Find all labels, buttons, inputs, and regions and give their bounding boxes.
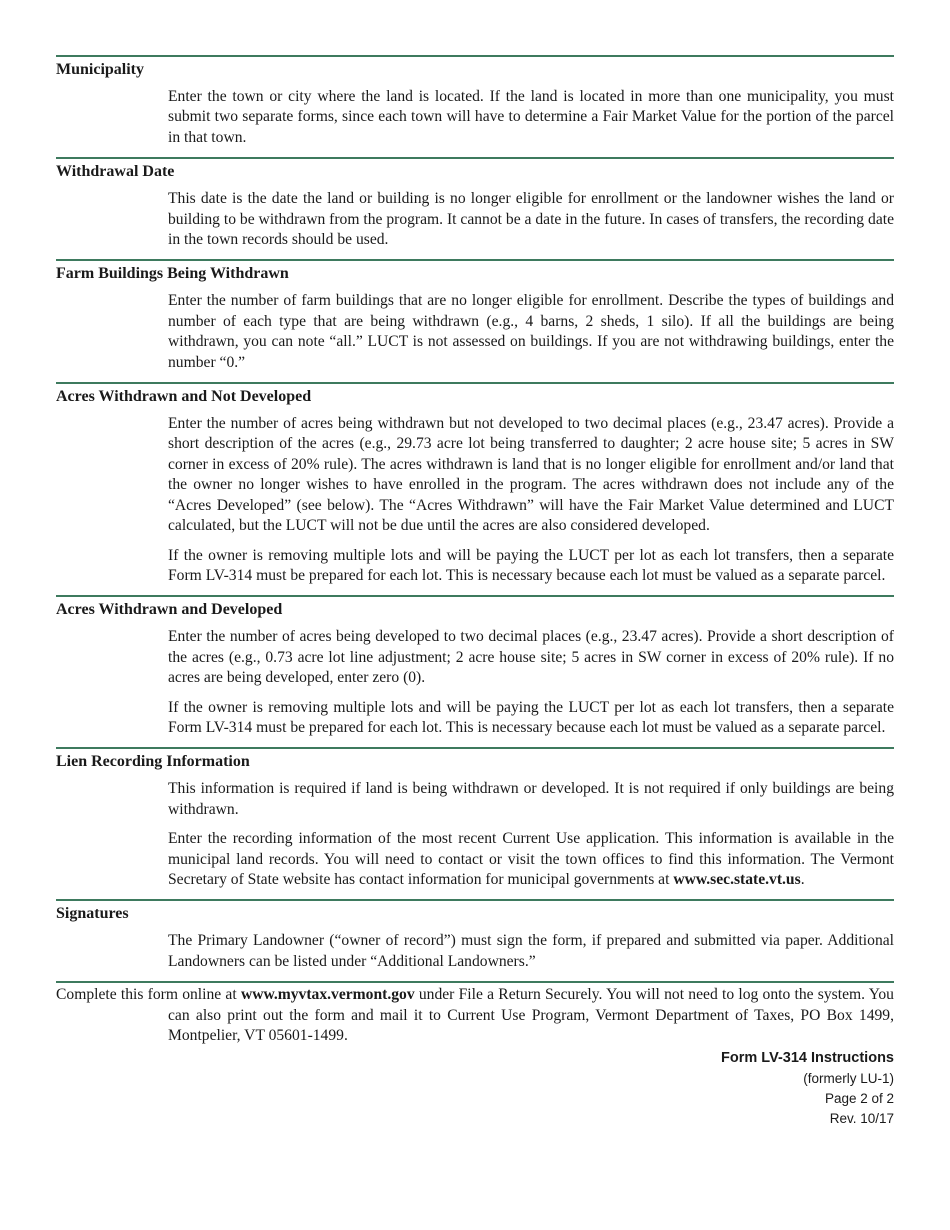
sec-state-link[interactable]: www.sec.state.vt.us	[673, 870, 801, 888]
page-number: Page 2 of 2	[824, 1091, 894, 1107]
section-acres-not-developed	[56, 382, 894, 586]
section-heading: Municipality	[56, 61, 145, 78]
form-info-block	[56, 1048, 894, 1129]
instructions-page	[56, 55, 894, 1129]
section-paragraph: Enter the town or city where the land is located. If the land is located in more than one municipality, you must submit two separate forms, since each town will have to determine a Fair Market Value for the portion of the parcel in that town.	[168, 88, 894, 146]
section-lien-recording	[56, 747, 894, 890]
section-heading: Acres Withdrawn and Developed	[56, 601, 283, 619]
myvtax-link[interactable]: www.myvtax.vermont.gov	[240, 986, 415, 1004]
section-paragraph: Enter the number of farm buildings that are no longer eligible for enrollment. Describe the types of buildings and number of each type that are being withdrawn (e.g., 4 barns, 2 sheds, 1 silo). If all the buildings are being withdrawn, you can note “all.” LUCT is not assessed on buildings. If you are not withdrawing buildings, enter the number “0.”	[168, 292, 894, 371]
section-heading: Farm Buildings Being Withdrawn	[56, 265, 289, 283]
section-withdrawal-date	[56, 157, 894, 250]
section-paragraph: If the owner is removing multiple lots and will be paying the LUCT per lot as each lot transfers, then a separate Form LV-314 must be prepared for each lot. This is necessary because each lot must be valued as a separate parcel.	[168, 698, 894, 736]
section-signatures	[56, 899, 894, 972]
footer-suffix: under File a Return Securely. You will not need to log onto the system. You can also print out the form and mail it to Current Use Program, Vermont Department of Taxes, PO Box 1499, Montpelier, VT 05601-1499.	[168, 986, 894, 1044]
section-paragraph: This information is required if land is being withdrawn or developed. It is not required if only buildings are being withdrawn.	[168, 780, 894, 818]
footer-prefix: Complete this form online at	[56, 986, 237, 1004]
section-paragraph: Enter the number of acres being developed to two decimal places (e.g., 23.47 acres). Provide a short description of the acres (e.g., 0.73 acre lot line adjustment; 2 acre house site; 5 acres in SW corner in excess of 20% rule). If no acres are being developed, enter zero (0).	[168, 628, 894, 687]
section-paragraph: This date is the date the land or building is no longer eligible for enrollment or the landowner wishes the land or building to be withdrawn from the program. It cannot be a date in the future. In cases of transfers, the recording date in the town records should be used.	[168, 190, 894, 249]
section-farm-buildings	[56, 259, 894, 373]
section-paragraph-with-link	[168, 829, 894, 890]
revision-date: Rev. 10/17	[829, 1111, 894, 1127]
section-paragraph: Enter the number of acres being withdrawn but not developed to two decimal places (e.g., 23.47 acres). Provide a short description of the acres (e.g., 29.73 acre lot being transferred to daughter; 2 acre house site; 5 acres in SW corner in excess of 20% rule). The acres withdrawn is land that is no longer eligible for enrollment and/or land that the owner no longer wishes to have enrolled in the program. The acres withdrawn does not include any of the “Acres Developed” (see below). The “Acres Withdrawn” will have the Fair Market Value determined and LUCT calculated, but the LUCT will not be due until the acres are also considered developed.	[168, 415, 894, 535]
section-heading: Signatures	[56, 905, 129, 923]
section-municipality	[56, 55, 894, 148]
section-heading: Withdrawal Date	[56, 163, 175, 181]
link-suffix: .	[800, 870, 805, 888]
section-paragraph-text: Enter the recording information of the most recent Current Use application. This information is available in the municipal land records. You will need to contact or visit the town offices to find this information. The Vermont Secretary of State website has contact information for municipal governments at	[168, 830, 894, 888]
section-acres-developed	[56, 595, 894, 738]
form-formerly: (formerly LU-1)	[803, 1071, 894, 1087]
form-title: Form LV-314 Instructions	[721, 1050, 894, 1067]
section-paragraph: If the owner is removing multiple lots and will be paying the LUCT per lot as each lot transfers, then a separate Form LV-314 must be prepared for each lot. This is necessary because each lot must be valued as a separate parcel.	[168, 546, 894, 584]
online-filing-note	[56, 981, 894, 1046]
section-paragraph: The Primary Landowner (“owner of record”) must sign the form, if prepared and submitted via paper. Additional Landowners can be listed under “Additional Landowners.”	[168, 932, 894, 970]
section-heading: Lien Recording Information	[56, 753, 250, 771]
section-heading: Acres Withdrawn and Not Developed	[56, 388, 312, 406]
